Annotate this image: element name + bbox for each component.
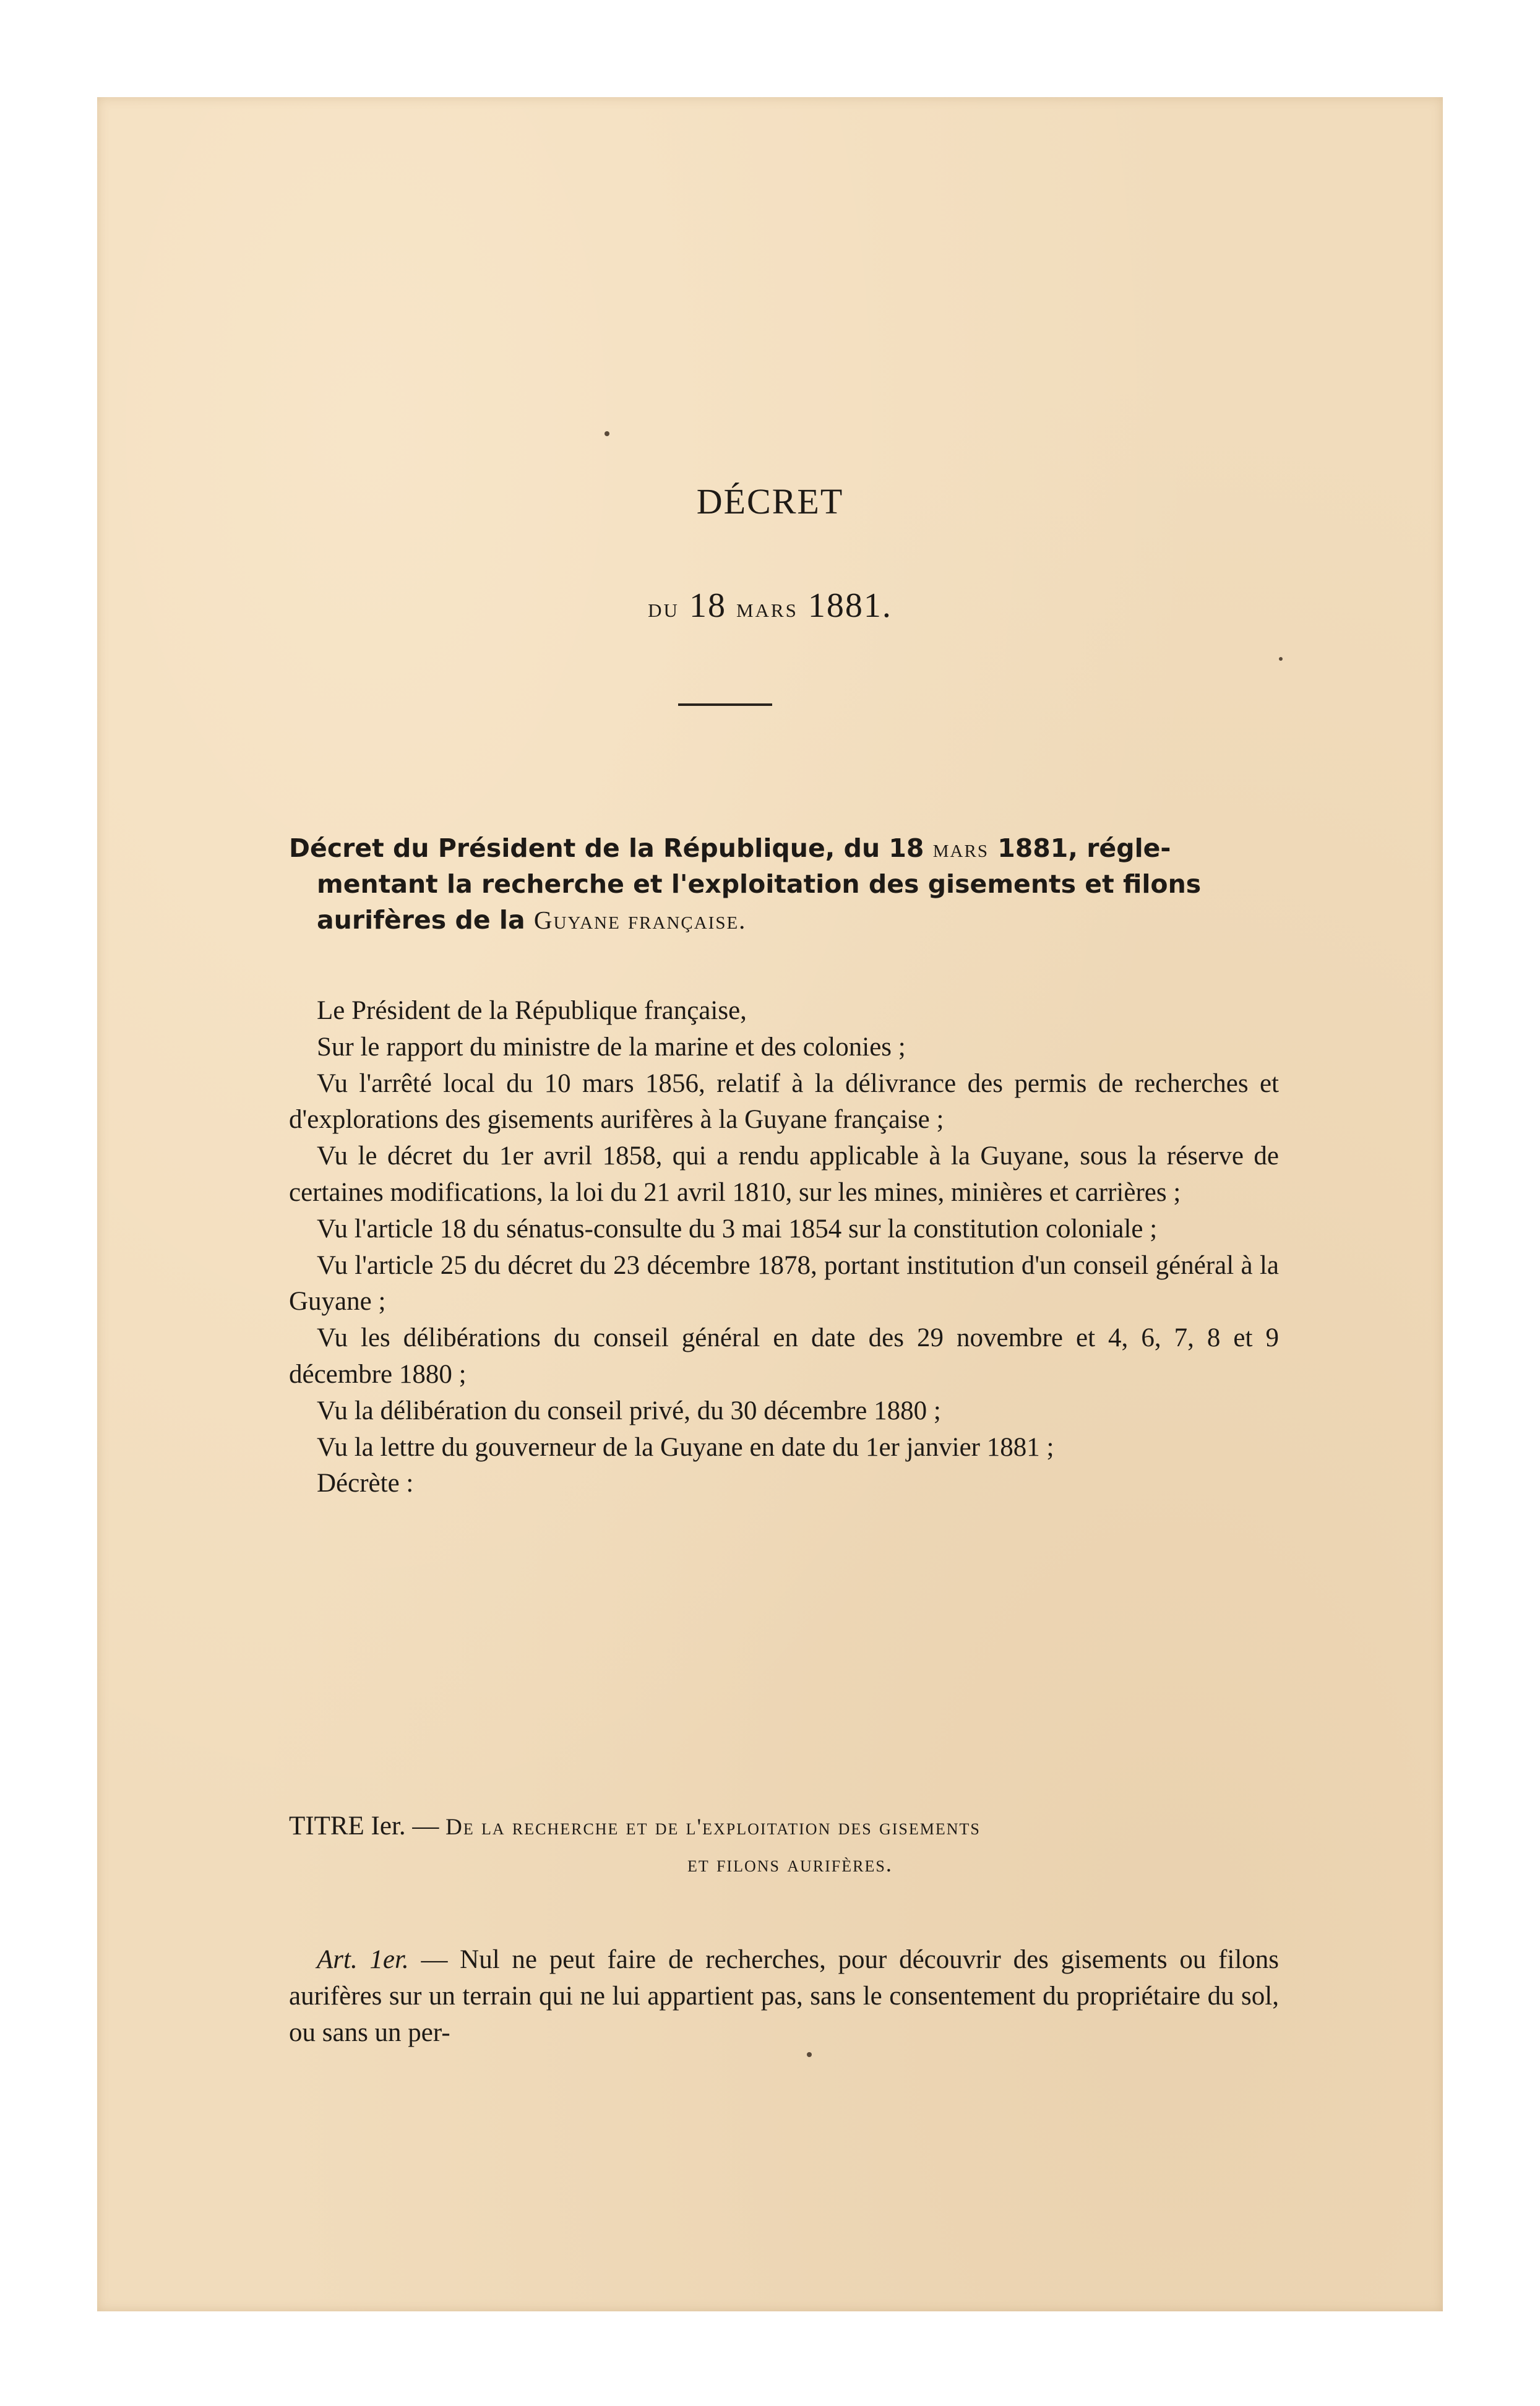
ink-speck (807, 2052, 812, 2057)
preamble (289, 993, 1279, 1502)
heading-place: Guyane française. (533, 906, 747, 934)
decree-date (97, 586, 1443, 625)
document-page (97, 97, 1443, 2311)
preamble-paragraph: Vu l'arrêté local du 10 mars 1856, relatif à la délivrance des permis de recherches et d'explorations des gisements aurifères à la Guyane française ; (289, 1068, 1279, 1135)
preamble-paragraph: Vu l'article 18 du sénatus-consulte du 3 mai 1854 sur la constitution coloniale ; (317, 1214, 1158, 1244)
date-year: 1881. (807, 586, 892, 625)
article-1 (289, 1942, 1279, 2051)
preamble-paragraph: Vu la délibération du conseil privé, du 30 décembre 1880 ; (317, 1396, 941, 1425)
titre-label: TITRE Ier. — (289, 1811, 446, 1841)
heading-line-3 (289, 902, 1279, 938)
preamble-paragraph: Vu les délibérations du conseil général en date des 29 novembre et 4, 6, 7, 8 et 9 décembre 1880 ; (289, 1323, 1279, 1389)
preamble-paragraph: Sur le rapport du ministre de la marine et des colonies ; (317, 1032, 906, 1062)
heading-line-3-text: aurifères de la (317, 905, 534, 935)
titre-line-1 (289, 1808, 1279, 1845)
heading-month: mars (932, 834, 989, 862)
heading-line-1-text: Décret du Président de la République, du 18 (289, 833, 933, 863)
date-day: 18 (689, 586, 726, 625)
preamble-paragraph: Le Président de la République française, (317, 996, 747, 1025)
heading-line-1 (289, 830, 1279, 866)
heading-line-1-end: 1881, régle- (988, 833, 1171, 863)
date-month: mars (736, 592, 798, 623)
separator-rule (678, 703, 772, 706)
titre-line-2: et filons aurifères. (687, 1851, 893, 1876)
ink-speck (1279, 657, 1283, 661)
date-prefix: du (648, 592, 679, 623)
titre-text-1: De la recherche et de l'exploitation des gisements (445, 1814, 981, 1839)
decree-heading (289, 830, 1279, 938)
decree-title: DÉCRET (696, 481, 844, 522)
preamble-paragraph: Vu la lettre du gouverneur de la Guyane en date du 1er janvier 1881 ; (317, 1432, 1054, 1462)
article-label: Art. 1er. (317, 1945, 409, 1974)
preamble-paragraph: Vu le décret du 1er avril 1858, qui a rendu applicable à la Guyane, sous la réserve de certaines modifications, la loi du 21 avril 1810, sur les mines, minières et carrières ; (289, 1141, 1279, 1207)
preamble-paragraph: Vu l'article 25 du décret du 23 décembre 1878, portant institution d'un conseil général à la Guyane ; (289, 1250, 1279, 1317)
ink-speck (604, 431, 609, 436)
article-1-paragraph (289, 1942, 1279, 2051)
heading-line-2: mentant la recherche et l'exploitation des gisements et filons (317, 869, 1202, 899)
article-text: — Nul ne peut faire de recherches, pour découvrir des gisements ou filons aurifères sur un terrain qui ne lui appartient pas, sans le consentement du propriétaire du sol, ou sans un per- (289, 1945, 1279, 2047)
titre-heading (289, 1808, 1279, 1883)
preamble-paragraph: Décrète : (317, 1469, 414, 1498)
